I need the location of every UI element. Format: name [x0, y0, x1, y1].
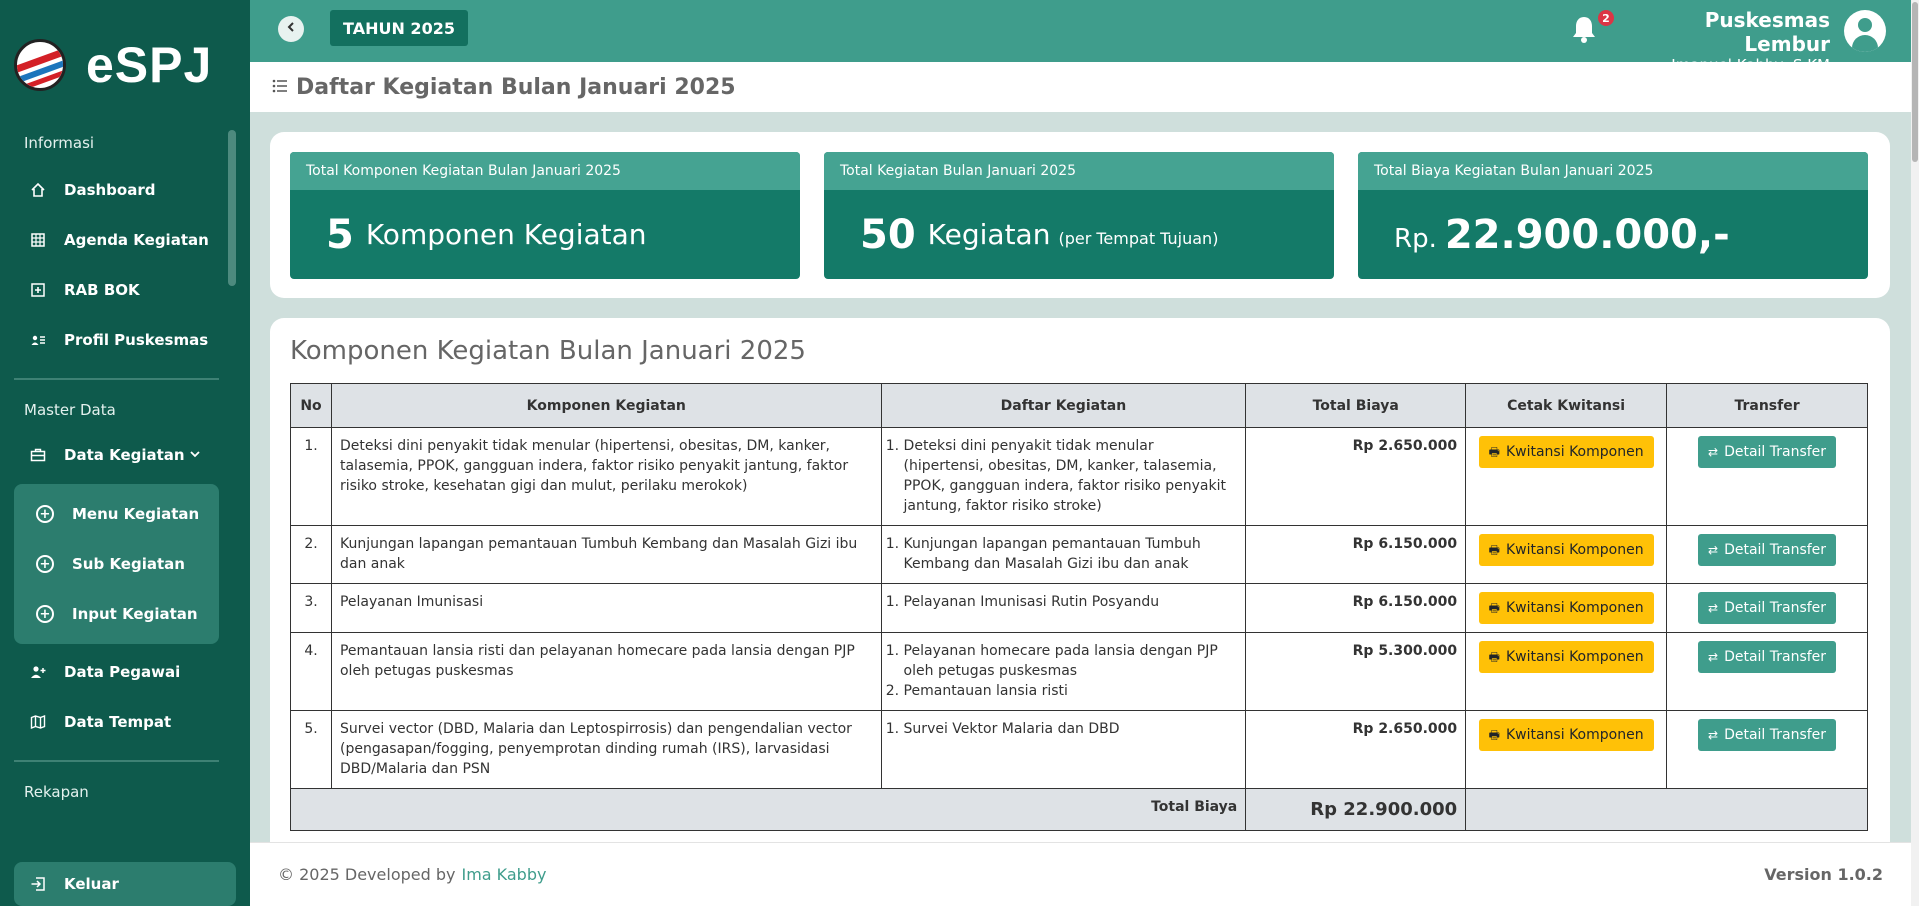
komponen-cell: Pemantauan lansia risti dan pelayanan homecare pada lansia dengan PJP oleh petugas puskesmas — [331, 633, 881, 711]
submenu-item-label: Sub Kegiatan — [72, 555, 185, 573]
komponen-cell: Pelayanan Imunisasi — [331, 584, 881, 633]
stat-header: Total Kegiatan Bulan Januari 2025 — [824, 152, 1334, 190]
kwitansi-komponen-button[interactable]: 🖶 Kwitansi Komponen — [1479, 592, 1654, 624]
sidebar-item-label: Dashboard — [64, 181, 156, 199]
kegiatan-cell — [881, 633, 1246, 711]
brand[interactable] — [14, 36, 212, 94]
section-rekapan: Rekapan — [24, 783, 89, 801]
year-badge[interactable]: TAHUN 2025 — [330, 10, 468, 46]
row-number: 2. — [291, 526, 332, 584]
stat-total-biaya — [1358, 152, 1868, 279]
plus-box-icon — [28, 282, 48, 298]
printer-icon: 🖶 — [1488, 445, 1500, 459]
row-number: 3. — [291, 584, 332, 633]
sidebar-item-label: Data Pegawai — [64, 663, 181, 681]
sidebar-item-label: Agenda Kegiatan — [64, 231, 209, 249]
table-row — [291, 428, 1868, 526]
printer-icon: 🖶 — [1488, 650, 1500, 664]
transfer-arrows-icon: ⇄ — [1708, 728, 1719, 742]
transfer-cell — [1667, 633, 1868, 711]
stat-total-komponen — [290, 152, 800, 279]
sidebar-scrollbar[interactable] — [228, 130, 236, 286]
transfer-arrows-icon: ⇄ — [1708, 601, 1719, 615]
chevron-down-icon — [189, 448, 201, 463]
user-plus-icon — [28, 664, 48, 680]
kegiatan-item: 1. Pelayanan homecare pada lansia dengan PJP oleh petugas puskesmas — [904, 641, 1238, 681]
page-header — [250, 62, 1911, 112]
sidebar-item-agenda-kegiatan[interactable] — [14, 220, 219, 260]
stat-header: Total Komponen Kegiatan Bulan Januari 2025 — [290, 152, 800, 190]
komponen-table — [290, 383, 1868, 831]
sidebar-divider — [14, 760, 219, 762]
stat-sublabel: (per Tempat Tujuan) — [1058, 229, 1219, 248]
column-header: Komponen Kegiatan — [331, 384, 881, 428]
kwitansi-cell — [1466, 428, 1667, 526]
section-master-data: Master Data — [24, 401, 116, 419]
stat-label: Kegiatan — [927, 218, 1051, 251]
printer-icon: 🖶 — [1488, 728, 1500, 742]
printer-icon: 🖶 — [1488, 543, 1500, 557]
sidebar-toggle-button[interactable] — [278, 16, 304, 42]
sidebar-item-rab-bok[interactable] — [14, 270, 219, 310]
komponen-cell: Kunjungan lapangan pemantauan Tumbuh Kembang dan Masalah Gizi ibu dan anak — [331, 526, 881, 584]
biaya-cell: Rp 5.300.000 — [1246, 633, 1466, 711]
sidebar-item-data-kegiatan[interactable] — [14, 435, 219, 475]
kwitansi-komponen-button[interactable]: 🖶 Kwitansi Komponen — [1479, 719, 1654, 751]
list-icon — [272, 78, 288, 97]
kegiatan-item: 1. Deteksi dini penyakit tidak menular (hipertensi, obesitas, DM, kanker, talasemia, PPOK, gangguan indera, faktor risiko penyakit jantung, faktor risiko stroke) — [904, 436, 1238, 516]
table-row — [291, 633, 1868, 711]
komponen-cell: Survei vector (DBD, Malaria dan Leptospirrosis) dan pengendalian vector (pengasapan/fogging, penyemprotan dinding rumah (IRS), larvasidasi DBD/Malaria dan PSN — [331, 711, 881, 789]
detail-transfer-button[interactable]: ⇄ Detail Transfer — [1698, 592, 1836, 624]
detail-transfer-button[interactable]: ⇄ Detail Transfer — [1698, 719, 1836, 751]
transfer-arrows-icon: ⇄ — [1708, 650, 1719, 664]
version-label: Version 1.0.2 — [1764, 865, 1883, 884]
stat-currency-prefix: Rp. — [1394, 223, 1437, 254]
section-title: Komponen Kegiatan Bulan Januari 2025 — [290, 336, 806, 366]
org-name: Puskesmas Lembur — [1704, 8, 1830, 56]
plus-circle-icon: + — [36, 505, 54, 523]
sidebar-item-profil-puskesmas[interactable] — [14, 320, 219, 360]
column-header: No — [291, 384, 332, 428]
sidebar-item-label: Profil Puskesmas — [64, 331, 209, 349]
transfer-arrows-icon: ⇄ — [1708, 445, 1719, 459]
logout-label: Keluar — [64, 875, 119, 893]
plus-circle-icon: + — [36, 605, 54, 623]
bell-icon[interactable] — [1570, 14, 1598, 44]
sidebar-item-label: Data Kegiatan — [64, 446, 185, 464]
stat-amount: 22.900.000,- — [1444, 211, 1730, 258]
komponen-card — [270, 318, 1890, 906]
submenu-item-menu-kegiatan[interactable] — [36, 494, 199, 534]
kegiatan-item: 1. Kunjungan lapangan pemantauan Tumbuh Kembang dan Masalah Gizi ibu dan anak — [904, 534, 1238, 574]
sidebar-item-data-tempat[interactable] — [14, 702, 219, 742]
row-number: 1. — [291, 428, 332, 526]
developer-link[interactable]: Ima Kabby — [461, 865, 547, 884]
kegiatan-cell — [881, 584, 1246, 633]
biaya-cell: Rp 2.650.000 — [1246, 711, 1466, 789]
detail-transfer-button[interactable]: ⇄ Detail Transfer — [1698, 436, 1836, 468]
column-header: Total Biaya — [1246, 384, 1466, 428]
briefcase-icon — [28, 447, 48, 463]
transfer-arrows-icon: ⇄ — [1708, 543, 1719, 557]
biaya-cell: Rp 2.650.000 — [1246, 428, 1466, 526]
kwitansi-cell — [1466, 711, 1667, 789]
submenu-item-label: Input Kegiatan — [72, 605, 198, 623]
summary-card — [270, 132, 1890, 298]
logout-button[interactable] — [14, 862, 236, 906]
sidebar-item-label: Data Tempat — [64, 713, 172, 731]
kwitansi-cell — [1466, 526, 1667, 584]
page-scrollbar-thumb[interactable] — [1912, 2, 1918, 162]
sidebar-divider — [14, 378, 219, 380]
kegiatan-item: 1. Survei Vektor Malaria dan DBD — [904, 719, 1238, 739]
biaya-cell: Rp 6.150.000 — [1246, 526, 1466, 584]
kwitansi-komponen-button[interactable]: 🖶 Kwitansi Komponen — [1479, 436, 1654, 468]
chevron-left-icon — [285, 21, 297, 37]
stat-total-kegiatan — [824, 152, 1334, 279]
sidebar-item-data-pegawai[interactable] — [14, 652, 219, 692]
stat-header: Total Biaya Kegiatan Bulan Januari 2025 — [1358, 152, 1868, 190]
transfer-cell — [1667, 711, 1868, 789]
kegiatan-item: 2. Pemantauan lansia risti — [904, 681, 1238, 701]
copyright-text: © 2025 Developed by — [278, 865, 456, 884]
map-icon — [28, 714, 48, 730]
notification-count-badge: 2 — [1596, 8, 1616, 28]
table-row — [291, 526, 1868, 584]
printer-icon: 🖶 — [1488, 601, 1500, 615]
column-header: Daftar Kegiatan — [881, 384, 1246, 428]
kwitansi-komponen-button[interactable]: 🖶 Kwitansi Komponen — [1479, 641, 1654, 673]
submenu-item-label: Menu Kegiatan — [72, 505, 200, 523]
id-card-icon — [28, 332, 48, 348]
data-kegiatan-submenu — [14, 484, 219, 644]
detail-transfer-button[interactable]: ⇄ Detail Transfer — [1698, 534, 1836, 566]
kegiatan-item: 1. Pelayanan Imunisasi Rutin Posyandu — [904, 592, 1238, 612]
stat-number: 50 — [860, 211, 916, 258]
detail-transfer-button[interactable]: ⇄ Detail Transfer — [1698, 641, 1836, 673]
page-title: Daftar Kegiatan Bulan Januari 2025 — [296, 74, 736, 100]
brand-name: eSPJ — [86, 37, 213, 93]
column-header: Transfer — [1667, 384, 1868, 428]
stat-number: 5 — [326, 211, 354, 258]
calendar-grid-icon — [28, 232, 48, 248]
row-number: 5. — [291, 711, 332, 789]
row-number: 4. — [291, 633, 332, 711]
brand-logo — [14, 39, 66, 91]
kwitansi-komponen-button[interactable]: 🖶 Kwitansi Komponen — [1479, 534, 1654, 566]
table-row — [291, 711, 1868, 789]
stat-label: Komponen Kegiatan — [365, 218, 647, 251]
sidebar — [0, 0, 250, 906]
table-header-row — [291, 384, 1868, 428]
plus-circle-icon: + — [36, 555, 54, 573]
submenu-item-sub-kegiatan[interactable] — [36, 544, 185, 584]
avatar[interactable] — [1844, 10, 1886, 52]
komponen-cell: Deteksi dini penyakit tidak menular (hipertensi, obesitas, DM, kanker, talasemia, PPOK, gangguan indera, faktor risiko penyakit jantung, faktor risiko stroke, kesehatan gigi dan mulut, perilaku merokok) — [331, 428, 881, 526]
logout-icon — [28, 876, 48, 892]
kegiatan-cell — [881, 711, 1246, 789]
biaya-cell: Rp 6.150.000 — [1246, 584, 1466, 633]
table-row — [291, 584, 1868, 633]
topbar — [250, 0, 1919, 62]
total-empty-cell — [1466, 789, 1868, 831]
sidebar-item-label: RAB BOK — [64, 281, 140, 299]
kegiatan-cell — [881, 428, 1246, 526]
total-row — [291, 789, 1868, 831]
home-icon — [28, 182, 48, 198]
total-label: Total Biaya — [291, 789, 1246, 831]
transfer-cell — [1667, 526, 1868, 584]
sidebar-item-dashboard[interactable] — [14, 170, 219, 210]
kegiatan-cell — [881, 526, 1246, 584]
transfer-cell — [1667, 428, 1868, 526]
kwitansi-cell — [1466, 584, 1667, 633]
transfer-cell — [1667, 584, 1868, 633]
section-informasi: Informasi — [24, 134, 95, 152]
kwitansi-cell — [1466, 633, 1667, 711]
total-value: Rp 22.900.000 — [1246, 789, 1466, 831]
page-scrollbar[interactable] — [1911, 0, 1919, 906]
column-header: Cetak Kwitansi — [1466, 384, 1667, 428]
footer — [250, 842, 1911, 906]
submenu-item-input-kegiatan[interactable] — [36, 594, 198, 634]
